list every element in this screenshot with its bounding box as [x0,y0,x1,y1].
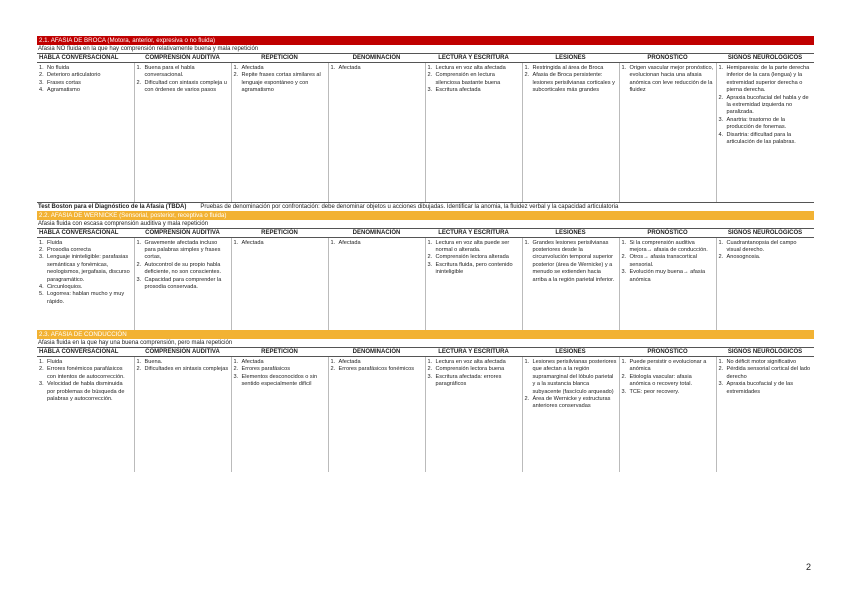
list-item-text: Elementos desconocidos o sin sentido especialmente difícil [241,373,318,388]
list-item-text: Otros→ afasia transcortical sensorial. [629,254,697,268]
list-item [331,366,423,373]
list-item-number: 1. [233,65,239,71]
table-broca [37,53,814,202]
list-item [622,269,714,284]
cell-signos [716,357,814,472]
column-header-lectura: LECTURA Y ESCRITURA [425,54,522,63]
table-conduccion [37,347,814,472]
list-item-text: Velocidad de habla disminuida por problemas de búsqueda de palabras y autocorrección. [47,381,125,403]
cell-list [234,240,326,247]
list-item-text: Afectada [241,359,264,365]
cell-list [39,359,132,403]
list-item [331,359,423,366]
list-item-text: Dificultades en sintaxis complejas [144,366,229,373]
column-header-lesiones: LESIONES [522,54,619,63]
list-item [137,277,229,292]
list-item-text: No déficit motor significativo [726,359,797,365]
list-item-text: Apraxia bucofacial y de las extremidades [726,381,794,395]
list-item-text: Lesiones perisilvianas posteriores que afectan a la región supramarginal del lóbulo parietal y a la sustancia blanca subyacente (fascículo arqueado) [532,359,617,395]
list-item-number: 1. [524,359,530,365]
list-item-text: Si la comprensión auditiva mejora→ afasia de conducción. [629,239,708,253]
list-item [525,65,617,72]
list-item-number: 3. [427,373,433,380]
list-item [525,396,617,411]
column-header-comprension: COMPRENSIÓN AUDITIVA [134,348,231,357]
list-item [719,366,813,381]
list-item-text: Origen vascular mejor pronóstico, evolucionan hacia una afasia anómica con leve reducción de la fluidez [629,65,714,94]
list-item-number: 1. [233,359,239,365]
list-item-text: Prosodia correcta [47,246,91,253]
list-item [428,262,520,277]
list-item-text: Lectura en voz alta puede ser normal o alterada. [435,239,510,253]
list-item-text: Logorrea: hablan mucho y muy rápido. [47,291,125,305]
column-header-habla: HABLA CONVERSACIONAL [37,228,134,237]
list-item [622,359,714,374]
cell-list [719,65,813,146]
list-item-number: 2. [427,72,433,79]
column-header-habla: HABLA CONVERSACIONAL [37,54,134,63]
list-item-text: Fluida [47,359,63,365]
cell-denominacion [328,63,425,202]
cell-list [622,359,714,396]
list-item-number: 1. [330,239,336,246]
list-item-number: 2. [427,254,433,261]
column-header-signos: SIGNOS NEUROLÓGICOS [716,228,814,237]
list-item [525,359,617,396]
list-item-text: Etiología vascular: afasia anómica o recovery total. [629,373,692,388]
list-item [719,95,813,117]
list-item-number: 2. [718,366,724,373]
table-header-row [37,348,814,357]
list-item-number: 1. [39,239,44,246]
list-item-text: TCE: peor recovery. [629,388,680,395]
list-item-number: 1. [621,65,627,71]
list-item [234,366,326,373]
list-item [428,254,520,261]
column-header-lesiones: LESIONES [522,228,619,237]
section-title-conduccion: 2.3. AFASIA DE CONDUCCIÓN [37,330,814,339]
list-item [719,359,813,366]
cell-list [39,240,132,307]
list-item [719,381,813,396]
list-item-number: 3. [39,79,44,86]
list-item [428,374,520,389]
list-item-text: No fluida [47,65,70,71]
cell-list [234,359,326,389]
list-item [719,240,813,255]
list-item-number: 1. [136,239,142,246]
list-item [137,262,229,277]
list-item [137,65,229,80]
section-title-broca: 2.1. AFASIA DE BROCA (Motora, anterior, expresiva o no fluida) [37,36,814,45]
cell-lesiones [522,63,619,202]
column-header-repeticion: REPETICIÓN [231,54,328,63]
list-item [234,359,326,366]
cell-list [39,65,132,95]
list-item-number: 3. [718,381,724,388]
list-item-text: Comprensión lectora alterada [435,254,509,261]
list-item-number: 1. [718,65,724,71]
list-item [137,80,229,95]
list-item [39,65,132,72]
cell-list [428,240,520,277]
list-item-text: Puede persistir o evolucionar a anómica [629,359,707,373]
cell-list [525,359,617,411]
column-header-pronostico: PRONÓSTICO [619,228,716,237]
list-item-number: 1. [330,65,336,71]
cell-lesiones [522,237,619,330]
list-item-number: 4. [718,131,724,138]
list-item-text: Buena para el habla conversacional. [144,65,195,79]
footer-label: Test Boston para el Diagnóstico de la Afasia (TBDA) [38,203,187,210]
list-item-text: Circunloquios. [47,283,83,290]
list-item [622,240,714,255]
cell-repeticion [231,237,328,330]
list-item-text: Errores parafásicos fonémicos [338,366,415,373]
cell-denominacion [328,357,425,472]
cell-pronostico [619,63,716,202]
list-item-text: Grandes lesiones perisilvianas posteriores desde la circunvolución temporal superior posterior (área de Wernicke) y a menudo se extienden hacia arriba a la región parietal inferior. [532,239,615,283]
list-item [331,240,423,247]
list-item-number: 2. [39,246,44,253]
list-item [428,87,520,94]
page-number: 2 [806,562,812,572]
list-item-number: 1. [718,239,724,246]
cell-list [525,65,617,95]
column-header-comprension: COMPRENSIÓN AUDITIVA [134,228,231,237]
cell-repeticion [231,357,328,472]
cell-comprension [134,357,231,472]
list-item [622,65,714,95]
list-item [39,72,132,79]
column-header-denominacion: DENOMINACIÓN [328,228,425,237]
column-header-signos: SIGNOS NEUROLÓGICOS [716,348,814,357]
list-item-text: Afectada [338,239,361,246]
column-header-signos: SIGNOS NEUROLÓGICOS [716,54,814,63]
list-item [39,247,132,254]
list-item-number: 1. [524,65,530,71]
column-header-comprension: COMPRENSIÓN AUDITIVA [134,54,231,63]
list-item-number: 2. [330,366,336,373]
list-item-number: 2. [136,261,142,268]
list-item-text: Agramatismo [47,87,80,94]
list-item-number: 1. [621,359,627,365]
cell-list [331,359,423,374]
list-item-text: Área de Wernicke y estructuras anteriores conservadas [532,396,611,410]
list-item-number: 1. [136,359,142,365]
cell-denominacion [328,237,425,330]
cell-habla [37,63,134,202]
list-item [39,254,132,284]
list-item-text: Disartria: dificultad para la articulación de las palabras. [726,131,796,146]
list-item-number: 2. [233,72,239,79]
cell-list [137,65,229,95]
list-item [428,65,520,72]
cell-list [331,65,423,72]
list-item-number: 1. [136,65,142,71]
cell-lectura [425,63,522,202]
list-item-number: 2. [621,373,627,380]
list-item-text: Gravemente afectada incluso para palabras simples y frases cortas, [144,239,221,261]
list-item [39,359,132,366]
list-item-text: Pérdida sensorial cortical del lado derecho [726,366,811,380]
list-item [719,117,813,132]
cell-pronostico [619,237,716,330]
column-header-denominacion: DENOMINACIÓN [328,54,425,63]
list-item-text: Escritura afectada: errores paragráficos [435,373,502,388]
list-item-text: Anosognosia. [726,254,761,261]
list-item-text: Comprensión lectora buena [435,366,505,373]
list-item-text: Lectura en voz alta afectada [435,359,506,365]
list-item-text: Lenguaje ininteligible: parafasias semánticas y fonémicas, neologismos, jergafasia, discurso paragramático. [47,254,130,283]
column-header-lesiones: LESIONES [522,348,619,357]
cell-lectura [425,237,522,330]
list-item [428,366,520,373]
section-description-conduccion: Afasia fluida en la que hay una buena comprensión, pero mala repetición [38,340,233,346]
list-item [137,366,229,373]
list-item-number: 3. [427,261,433,268]
list-item-text: Afectada [338,359,361,365]
table-row [37,357,814,472]
cell-habla [37,237,134,330]
list-item [234,240,326,247]
list-item-number: 3. [136,276,142,283]
list-item-number: 2. [39,366,44,373]
list-item-number: 2. [39,72,44,79]
list-item-number: 2. [427,366,433,373]
list-item-text: Cuadrantanopsia del campo visual derecho. [726,239,797,253]
cell-list [428,65,520,95]
list-item [39,291,132,306]
list-item-number: 3. [233,373,239,380]
list-item-text: Afasia de Broca persistente: lesiones perisilvianas corticales y subcorticales más grandes [532,72,615,94]
list-item [39,240,132,247]
list-item-text: Escritura afectada [435,87,481,94]
list-item-text: Errores parafásicos [241,366,290,373]
list-item [622,254,714,269]
list-item [428,72,520,87]
cell-pronostico [619,357,716,472]
list-item-number: 2. [718,254,724,261]
column-header-habla: HABLA CONVERSACIONAL [37,348,134,357]
list-item-text: Buena. [144,359,163,365]
list-item [719,132,813,147]
list-item-number: 1. [233,239,239,246]
list-item-number: 1. [524,239,530,246]
list-item [428,359,520,366]
cell-list [622,240,714,284]
list-item-number: 2. [233,366,239,373]
list-item-number: 4. [39,87,44,94]
column-header-repeticion: REPETICIÓN [231,348,328,357]
cell-list [428,359,520,389]
cell-list [719,359,813,396]
list-item-text: Afectada [241,65,264,71]
cell-comprension [134,237,231,330]
cell-list [719,240,813,262]
list-item [234,65,326,72]
footer-text: Pruebas de denominación por confrontación: debe denominar objetos u acciones dibujadas. Identificar la anomia, la fluidez verbal y la capacidad articulatoria [200,203,619,210]
column-header-denominacion: DENOMINACIÓN [328,348,425,357]
list-item [525,240,617,284]
cell-comprension [134,63,231,202]
cell-repeticion [231,63,328,202]
list-item [234,374,326,389]
list-item-number: 1. [718,359,724,365]
cell-lesiones [522,357,619,472]
list-item [719,65,813,95]
list-item [234,72,326,94]
table-header-row [37,54,814,63]
table-row [37,63,814,202]
cell-list [622,65,714,95]
list-item-number: 3. [621,269,627,276]
column-header-pronostico: PRONÓSTICO [619,54,716,63]
list-item-text: Restringida al área de Broca [532,65,604,71]
column-header-pronostico: PRONÓSTICO [619,348,716,357]
list-item-text: Evolución muy buena→ afasia anómica [629,269,706,283]
list-item [39,87,132,94]
list-item [137,240,229,262]
column-header-repeticion: REPETICIÓN [231,228,328,237]
list-item-text: Apraxia bucofacial del habla y de la extremidad izquierda no paralizada. [726,94,809,116]
list-item [428,240,520,255]
cell-list [137,359,229,374]
list-item [719,254,813,261]
list-item-text: Afectada [241,239,264,246]
section-description-broca: Afasia NO fluida en la que hay comprensión relativamente buena y mala repetición [38,46,259,52]
list-item [39,284,132,291]
list-item-number: 2. [621,254,627,261]
cell-lectura [425,357,522,472]
list-item-text: Autocontrol de su propio habla deficiente, no son conscientes. [144,261,221,276]
list-item-text: Comprensión en lectura silenciosa bastante buena [435,72,501,86]
list-item-number: 2. [718,94,724,101]
list-item-text: Fluida [47,239,63,246]
list-item-number: 2. [136,366,142,373]
list-item-number: 3. [39,254,44,261]
document-page [37,36,814,472]
list-item-text: Lectura en voz alta afectada [435,65,506,71]
list-item-number: 1. [39,65,44,71]
list-item-number: 2. [524,72,530,79]
cell-signos [716,237,814,330]
column-header-lectura: LECTURA Y ESCRITURA [425,228,522,237]
list-item-number: 1. [330,359,336,365]
list-item-text: Anartria: trastorno de la producción de fonemas. [726,116,787,131]
list-item-number: 2. [136,79,142,86]
cell-list [234,65,326,95]
list-item-text: Frases cortas [47,79,81,86]
list-item [39,381,132,403]
list-item-text: Dificultad con sintaxis compleja u con órdenes de varios pasos [144,79,227,94]
list-item-number: 1. [427,65,433,71]
list-item-number: 4. [39,283,44,290]
list-item-number: 5. [39,291,44,298]
list-item-number: 3. [621,388,627,395]
list-item-text: Repite frases cortas similares al lenguaje espontáneo y con agramatismo [241,72,321,94]
list-item-text: Hemiparesia: de la parte derecha inferior de la cara (lengua) y la extremidad superior derecha o pierna derecha. [726,65,810,94]
list-item [331,65,423,72]
table-header-row [37,228,814,237]
list-item-number: 3. [427,87,433,94]
list-item-number: 1. [427,359,433,365]
list-item [622,389,714,396]
list-item-text: Capacidad para comprender la prosodia conservada. [144,276,222,290]
list-item [39,366,132,381]
list-item [525,72,617,94]
list-item-number: 3. [718,116,724,123]
list-item-number: 1. [427,239,433,246]
list-item-text: Escritura fluida, pero contenido ininteligible [435,261,513,276]
cell-list [525,240,617,284]
list-item-number: 1. [621,239,627,246]
column-header-lectura: LECTURA Y ESCRITURA [425,348,522,357]
section-title-wernicke: 2.2. AFASIA DE WERNICKE (Sensorial, posterior, receptiva o fluida) [37,211,814,220]
cell-habla [37,357,134,472]
table-row [37,237,814,330]
list-item-text: Afectada [338,65,361,71]
cell-list [137,240,229,292]
list-item-number: 3. [39,381,44,388]
section-footer-broca [37,202,814,211]
list-item-number: 2. [524,396,530,403]
list-item [622,374,714,389]
section-description-wernicke: Afasia fluida con escasa comprensión auditiva y mala repetición [38,220,209,227]
cell-signos [716,63,814,202]
list-item-text: Deterioro articulatorio [47,72,101,79]
list-item-number: 1. [39,359,44,365]
cell-list [331,240,423,247]
list-item [39,80,132,87]
list-item-text: Errores fonémicos parafásicos con intentos de autocorrección. [47,366,125,380]
list-item [137,359,229,366]
table-wernicke [37,228,814,331]
